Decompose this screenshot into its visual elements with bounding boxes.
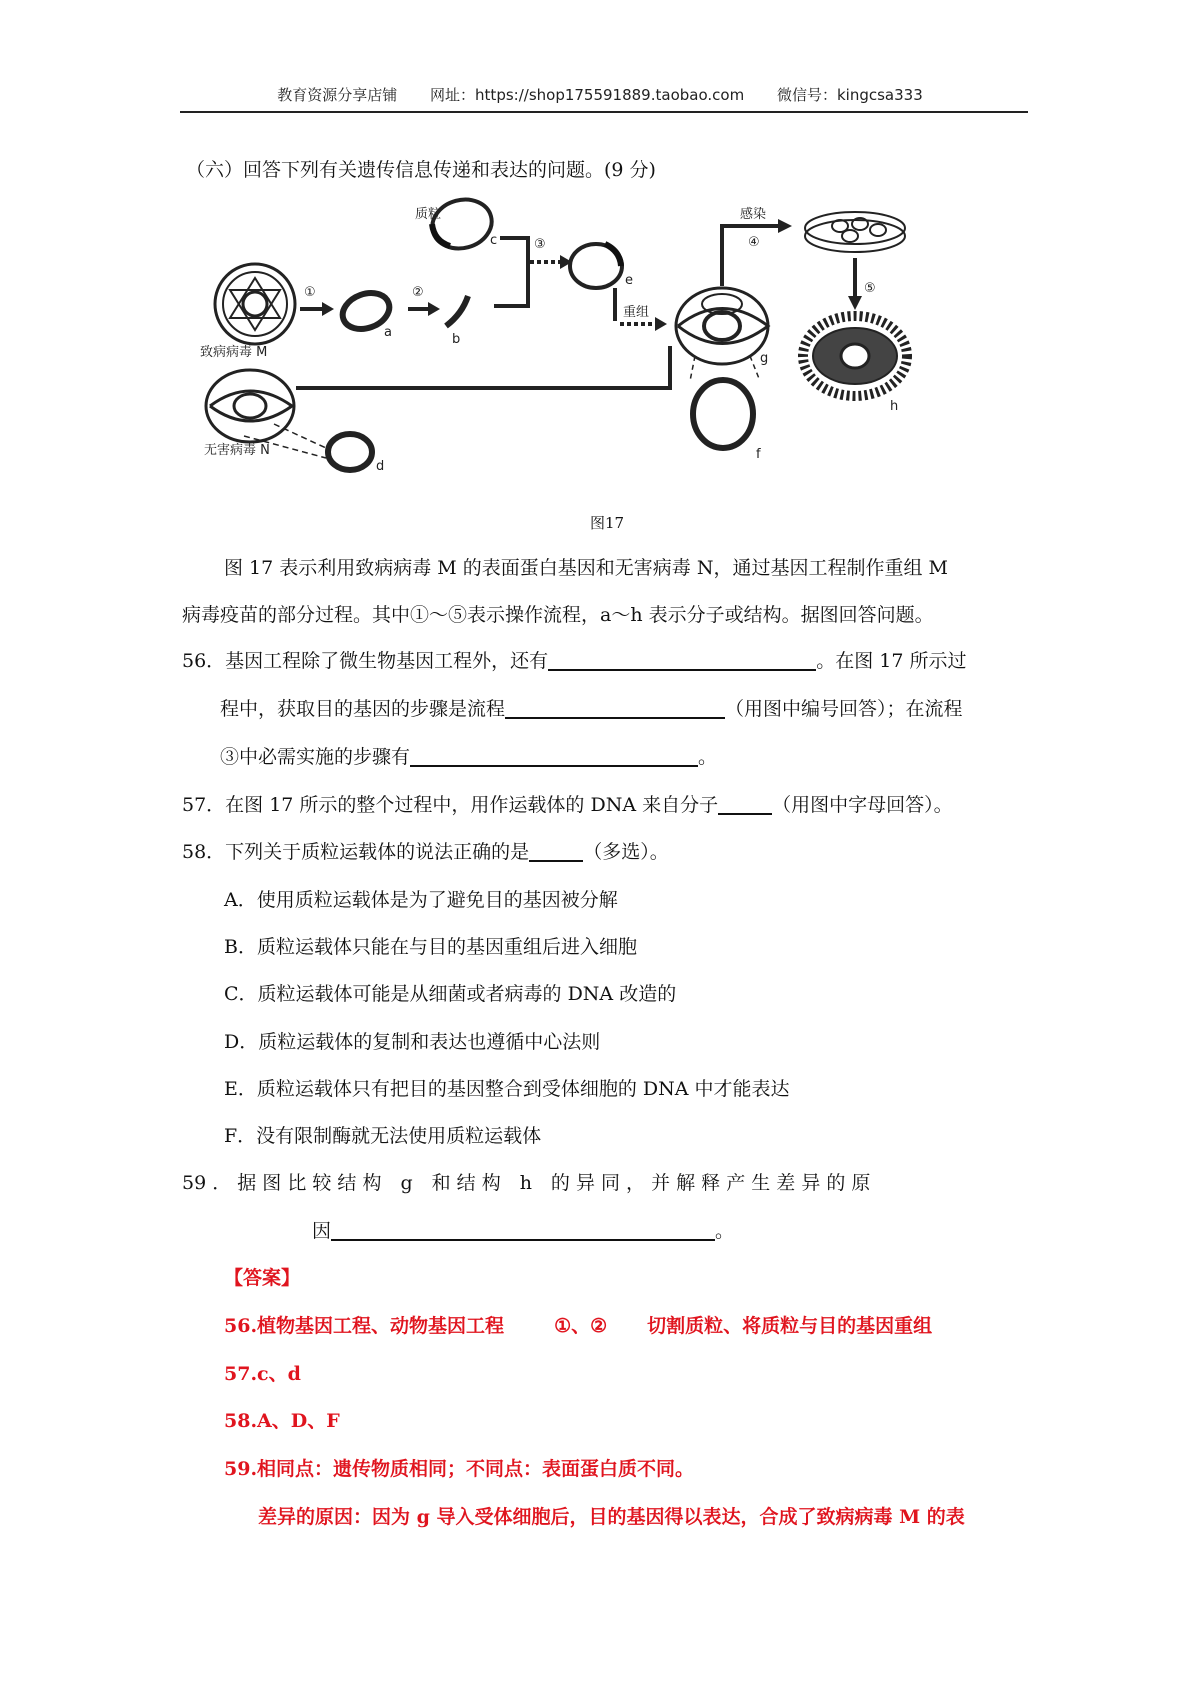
q58-option-d: D．质粒运载体的复制和表达也遵循中心法则	[224, 1031, 601, 1053]
label-step1: ①	[304, 285, 316, 300]
q59-blank[interactable]	[331, 1219, 715, 1241]
culture-dish-icon	[805, 212, 905, 252]
q59-text-a: 因	[312, 1220, 332, 1242]
figure-17	[200, 196, 1000, 526]
q56-blank-2[interactable]	[505, 697, 725, 719]
answer-59-line-2: 差异的原因：因为 g 导入受体细胞后，目的基因得以表达，合成了致病病毒 M 的表	[258, 1506, 965, 1528]
q56-text-1b: 。在图 17 所示过	[816, 650, 967, 672]
label-h: h	[890, 399, 899, 414]
intro-line-2: 病毒疫苗的部分过程。其中①～⑤表示操作流程，a～h 表示分子或结构。据图回答问题。	[182, 604, 934, 626]
label-virus-m: 致病病毒 M	[200, 345, 268, 360]
q58-blank[interactable]	[529, 840, 583, 862]
virus-h-icon	[803, 316, 907, 396]
q58-text-b: （多选）。	[583, 841, 669, 863]
q57-blank[interactable]	[718, 793, 772, 815]
label-step4: ④	[748, 235, 760, 250]
virus-m-icon	[215, 264, 295, 344]
question-59-line-2	[312, 1219, 734, 1243]
question-56-line-1	[182, 649, 966, 673]
label-g: g	[760, 351, 769, 366]
question-56-line-2	[220, 697, 963, 721]
q57-text-b: （用图中字母回答）。	[772, 794, 953, 816]
q58-option-f: F．没有限制酶就无法使用质粒运载体	[224, 1125, 542, 1147]
q56-text-3a: ③中必需实施的步骤有	[220, 746, 411, 768]
answer-56	[224, 1314, 932, 1338]
label-b: b	[452, 332, 461, 347]
section-title: （六）回答下列有关遗传信息传递和表达的问题。(9 分)	[186, 159, 656, 181]
figure-caption: 图17	[590, 514, 625, 532]
q56-text-3b: 。	[698, 746, 718, 768]
answer-56-part-1: 56.植物基因工程、动物基因工程	[224, 1315, 505, 1337]
label-step2: ②	[412, 285, 424, 300]
label-a: a	[384, 325, 392, 340]
label-c: c	[490, 233, 498, 248]
label-recombine: 重组	[623, 305, 650, 320]
header-url[interactable]: 网址：https://shop175591889.taobao.com	[430, 86, 745, 104]
label-f: f	[756, 447, 761, 462]
answer-56-part-2: ①、②	[554, 1315, 608, 1337]
label-e: e	[625, 273, 633, 288]
q56-text-2a: 程中，获取目的基因的步骤是流程	[220, 698, 506, 720]
question-56-line-3	[220, 745, 717, 769]
q56-blank-1[interactable]	[548, 649, 816, 671]
q58-option-c: C．质粒运载体可能是从细菌或者病毒的 DNA 改造的	[224, 983, 677, 1005]
q56-blank-3[interactable]	[410, 745, 698, 767]
label-virus-n: 无害病毒 N	[204, 443, 270, 458]
virus-g-icon	[676, 288, 768, 364]
q56-text-2b: （用图中编号回答）；在流程	[725, 698, 963, 720]
q58-option-e: E．质粒运载体只有把目的基因整合到受体细胞的 DNA 中才能表达	[224, 1078, 790, 1100]
answer-59-line-1: 59.相同点：遗传物质相同；不同点：表面蛋白质不同。	[224, 1458, 695, 1480]
q57-text-a: 57．在图 17 所示的整个过程中，用作运载体的 DNA 来自分子	[182, 794, 719, 816]
label-infect: 感染	[740, 207, 767, 222]
header-shop: 教育资源分享店铺	[277, 86, 398, 104]
header-rule	[180, 111, 1028, 113]
q56-text-1a: 56．基因工程除了微生物基因工程外，还有	[182, 650, 549, 672]
label-step3: ③	[534, 237, 546, 252]
intro-line-1: 图 17 表示利用致病病毒 M 的表面蛋白基因和无害病毒 N，通过基因工程制作重组 M	[224, 557, 948, 579]
question-57	[182, 793, 953, 817]
answer-58: 58.A、D、F	[224, 1410, 340, 1432]
header-wechat: 微信号：kingcsa333	[776, 86, 923, 104]
answer-56-part-3: 切割质粒、将质粒与目的基因重组	[647, 1315, 933, 1337]
answer-title: 【答案】	[224, 1267, 301, 1289]
q58-option-a: A．使用质粒运载体是为了避免目的基因被分解	[224, 889, 618, 911]
answer-57: 57.c、d	[224, 1363, 301, 1385]
question-59-line-1: 59 ． 据 图 比 较 结 构 g 和 结 构 h 的 异 同 ， 并 解 释 产 生 差 异 的 原	[182, 1172, 871, 1194]
q58-text-a: 58．下列关于质粒运载体的说法正确的是	[182, 841, 530, 863]
q58-option-b: B．质粒运载体只能在与目的基因重组后进入细胞	[224, 936, 637, 958]
q59-text-b: 。	[715, 1220, 735, 1242]
label-step5: ⑤	[864, 281, 876, 296]
label-plasmid: 质粒	[415, 207, 442, 222]
page-header	[0, 84, 1200, 105]
question-58-stem	[182, 840, 669, 864]
virus-n-icon	[206, 370, 294, 442]
label-d: d	[376, 459, 385, 474]
